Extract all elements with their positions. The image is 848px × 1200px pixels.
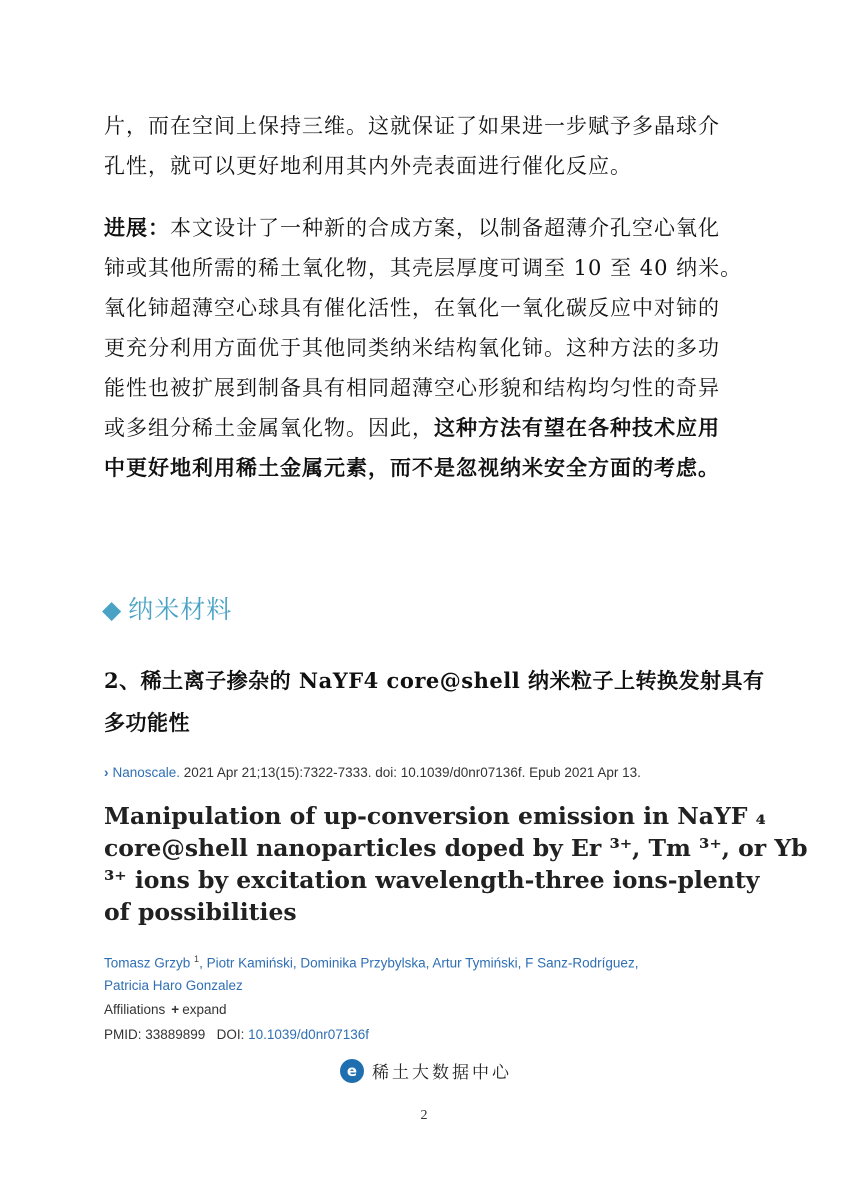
paper-title-line: Manipulation of up-conversion emission in NaYF ₄ [104,802,766,830]
expand-link[interactable]: expand [182,1002,227,1017]
logo-icon: e [340,1059,364,1083]
paragraph-line: 铈或其他所需的稀土氧化物，其壳层厚度可调至 10 至 40 纳米。 [104,256,743,280]
author-links[interactable]: , Piotr Kamiński, Dominika Przybylska, Artur Tymiński, F Sanz-Rodríguez, [199,955,639,971]
page-number: 2 [420,1108,428,1123]
diamond-icon: ◆ [102,595,123,624]
identifiers-row [104,1027,369,1042]
paper-title-line: ³⁺ ions by excitation wavelength-three ions-plenty [104,866,760,894]
affiliations-row [104,1002,226,1017]
progress-paragraph [104,208,754,488]
doi-label: DOI: [216,1027,245,1042]
affiliations-label: Affiliations [104,1002,166,1017]
org-name: 稀土大数据中心 [372,1063,512,1083]
highlight-text: 中更好地利用稀土金属元素，而不是忽视纳米安全方面的考虑。 [104,455,720,480]
footer-logo [340,1058,512,1083]
author-line [104,948,724,975]
author-link[interactable]: Tomasz Grzyb [104,955,191,971]
paper-title-line: of possibilities [104,898,297,926]
paragraph-line: 氧化铈超薄空心球具有催化活性，在氧化一氧化碳反应中对铈的 [104,296,720,320]
pmid-text: PMID: 33889899 [104,1027,206,1042]
author-list [104,948,724,997]
doi-link[interactable]: 10.1039/d0nr07136f [248,1027,369,1042]
paragraph-line: 更充分利用方面优于其他同类纳米结构氧化铈。这种方法的多功 [104,336,720,360]
chevron-right-icon[interactable]: › [104,765,109,780]
paragraph-line [104,408,754,448]
item-heading-line: 多功能性 [104,710,190,735]
paragraph-line: 能性也被扩展到制备具有相同超薄空心形貌和结构均匀性的奇异 [104,376,720,400]
item-heading-line: 2、稀土离子掺杂的 NaYF4 core@shell 纳米粒子上转换发射具有 [104,668,765,693]
journal-link[interactable]: Nanoscale. [112,765,181,780]
paragraph-line [104,208,754,248]
plus-icon[interactable]: + [171,1002,180,1017]
section-heading-text: 纳米材料 [128,595,233,624]
progress-label: 进展： [104,215,170,240]
affiliation-superscript[interactable]: 1 [194,954,200,964]
paper-title-line: core@shell nanoparticles doped by Er ³⁺, Tm ³⁺, or Yb [104,834,808,862]
author-link[interactable]: Patricia Haro Gonzalez [104,977,243,993]
item-heading [104,660,764,744]
highlight-text: 这种方法有望在各种技术应用 [434,415,720,440]
paragraph-line: 片，而在空间上保持三维。这就保证了如果进一步赋予多晶球介 [104,114,720,138]
citation-line [104,765,641,780]
citation-details: 2021 Apr 21;13(15):7322-7333. doi: 10.1039/d0nr07136f. Epub 2021 Apr 13. [180,765,641,780]
paragraph-text: 或多组分稀土金属氧化物。因此， [104,416,434,440]
paragraph-continuation [104,106,754,186]
paragraph-text: 本文设计了一种新的合成方案，以制备超薄介孔空心氧化 [170,216,720,240]
section-heading [102,590,232,626]
paper-title [104,800,808,928]
paragraph-line: 孔性，就可以更好地利用其内外壳表面进行催化反应。 [104,154,632,178]
